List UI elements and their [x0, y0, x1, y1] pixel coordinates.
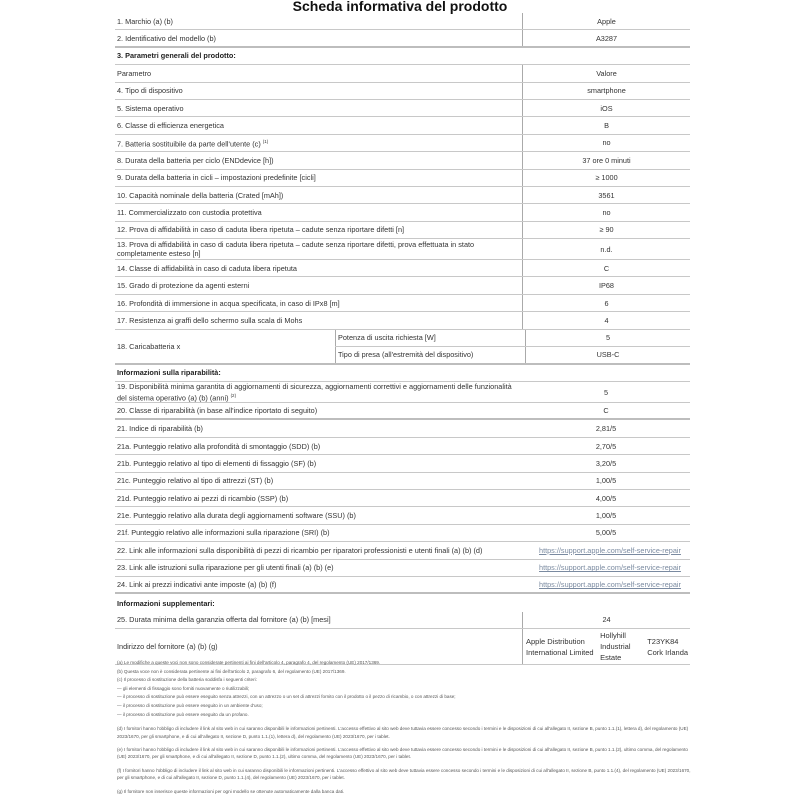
row-value: no: [522, 204, 690, 220]
table-row: [115, 13, 690, 30]
table-row: [115, 83, 690, 100]
table-row: [115, 170, 690, 187]
row-label-text: 14. Classe di affidabilità in caso di caduta libera ripetuta: [117, 263, 297, 273]
footnotes: [117, 659, 692, 795]
row-label-text: 24. Link ai prezzi indicativi ante imposte (a) (b) (f): [117, 580, 277, 590]
table-row: [115, 260, 690, 277]
row-label-text: 11. Commercializzato con custodia protettiva: [117, 207, 262, 217]
section-heading: Informazioni sulla riparabilità:: [115, 365, 690, 382]
row-label-text: 21d. Punteggio relativo ai pezzi di ricambio (SSP) (b): [117, 493, 289, 503]
row-label: Indirizzo del fornitore (a) (b) (g): [117, 642, 218, 652]
row-label-text: 12. Prova di affidabilità in caso di caduta libera ripetuta – cadute senza riportare difetti [n]: [117, 225, 405, 235]
product-info-table: [115, 13, 690, 665]
footnote: — il processo di sostituzione può essere eseguito da un profano.: [117, 711, 249, 717]
row-value: 6: [522, 295, 690, 311]
section-heading: Informazioni supplementari:: [117, 598, 215, 608]
charger-subtable: [335, 330, 690, 363]
row-label: [115, 459, 522, 468]
row-label-text: 21e. Punteggio relativo alla durata degli aggiornamenti software (SSU) (b): [117, 511, 356, 521]
row-value: Valore: [522, 65, 690, 81]
table-row: [115, 490, 690, 507]
row-label: [115, 104, 522, 113]
row-value: A3287: [522, 30, 690, 45]
table-row: [115, 507, 690, 524]
footnote: — il processo di sostituzione può essere eseguito in un ambiente d'uso;: [117, 702, 263, 708]
row-label: [115, 240, 522, 258]
table-row: [115, 135, 690, 152]
row-label: [115, 563, 530, 572]
row-label-text: Parametro: [117, 68, 152, 78]
row-value: 24: [522, 612, 690, 628]
table-row: [115, 30, 690, 47]
row-label-text: 21. Indice di riparabilità (b): [117, 424, 203, 434]
table-row: [115, 152, 690, 169]
row-label: [115, 494, 522, 503]
sub-label: Potenza di uscita richiesta [W]: [335, 330, 525, 346]
row-label-text: 17. Resistenza ai graffi dello schermo sulla scala di Mohs: [117, 315, 303, 325]
row-value: 3561: [522, 187, 690, 203]
address-line: Hollyhill Industrial Estate: [600, 631, 631, 663]
row-value: IP68: [522, 277, 690, 293]
row-label-text: 7. Batteria sostituibile da parte dell'utente (c): [117, 139, 261, 149]
row-label: [115, 225, 522, 234]
row-label: [115, 615, 522, 624]
row-label-text: 15. Grado di protezione da agenti esterni: [117, 281, 250, 291]
table-row: [115, 277, 690, 294]
table-row: [115, 65, 690, 82]
row-label-text: 19. Disponibilità minima garantita di aggiornamenti di sicurezza, aggiornamenti correttivi e aggiornamenti delle funzionalità del sistema operativo (a) (b) (anni): [117, 381, 512, 403]
row-label-text: 5. Sistema operativo: [117, 103, 184, 113]
footnote-ref: (1): [262, 139, 269, 145]
subtable-row: [335, 330, 690, 347]
row-label: [115, 34, 522, 43]
row-value: 2,81/5: [595, 424, 617, 434]
row-value: 1,00/5: [595, 476, 617, 486]
repair-link[interactable]: https://support.apple.com/self-service-repair: [539, 545, 681, 555]
row-value: 2,70/5: [595, 441, 617, 451]
row-label: [115, 281, 522, 290]
table-row: [115, 525, 690, 542]
row-value: C: [522, 260, 690, 276]
row-label: [115, 191, 522, 200]
footnote: (a) Le modifiche a queste voci non sono considerate pertinenti ai fini dell'articolo 4, paragrafo 4, del regolamento (UE) 2017/1369.: [117, 660, 381, 665]
table-row: [115, 438, 690, 455]
footnote: (c) Il processo di sostituzione della batteria soddisfa i seguenti criteri:: [117, 677, 257, 683]
footnote: (d) I fornitori hanno l'obbligo di includere il link al sito web in cui saranno disponibili le informazioni pertinenti. L'accesso effettivo al sito web deve tuttavia essere concesso secondo i termini e le disposizioni di cui all'allegato II, sezione B, punto 1.1.(1), lettera d), del regolamento (UE) 2023/1670, per gli smartphone, e di cui all'allegato II, sezione D, punto 1.1.(1), lettera d), del regolamento (UE) 2023/1670, per i tablet.: [117, 726, 689, 739]
row-value: 1,00/5: [595, 511, 617, 521]
row-label-text: 25. Durata minima della garanzia offerta dal fornitore (a) (b) [mesi]: [117, 615, 331, 625]
sub-value: USB-C: [525, 347, 690, 363]
table-row: [115, 542, 690, 559]
table-row: [115, 560, 690, 577]
row-label: [115, 316, 522, 325]
table-row: [115, 204, 690, 221]
row-label: [115, 264, 522, 273]
row-label-text: 2. Identificativo del modello (b): [117, 33, 216, 43]
row-label-text: 21a. Punteggio relativo alla profondità di smontaggio (SDD) (b): [117, 441, 321, 451]
row-label-text: 20. Classe di riparabilità (in base all'indice riportato di seguito): [117, 406, 318, 416]
row-label: [115, 137, 522, 148]
table-row: [115, 222, 690, 239]
row-label: [115, 528, 522, 537]
row-label-text: 4. Tipo di dispositivo: [117, 86, 183, 96]
table-row: [115, 577, 690, 594]
table-row: [115, 295, 690, 312]
row-value: no: [522, 135, 690, 151]
row-value: ≥ 90: [522, 222, 690, 238]
address-line: Apple Distribution International Limited: [526, 636, 594, 657]
row-label-text: 22. Link alle informazioni sulla disponibilità di pezzi di ricambio per riparatori professionisti e utenti finali (a) (b) (d): [117, 545, 483, 555]
footnote: (f) I fornitori hanno l'obbligo di includere il link al sito web in cui saranno disponibili le informazioni pertinenti. L'accesso effettivo al sito web deve tuttavia essere concesso secondo i termini e le disposizioni di cui all'allegato II, sezione B, punto 1.1.(4), del regolamento (UE) 2023/1670, per gli smartphone, e di cui all'allegato II, sezione D, punto 1.1.(4), del regolamento (UE) 2023/1670, per i tablet.: [117, 767, 691, 781]
table-row: [115, 612, 690, 629]
table-row: [115, 455, 690, 472]
row-label: 18. Caricabatteria x: [117, 341, 181, 351]
row-label: [115, 406, 522, 415]
footnote: (g) Il fornitore non inserisce queste informazioni per ogni modello se ottenute automaticamente dalla banca dati.: [117, 788, 345, 794]
section-heading: 3. Parametri generali del prodotto:: [115, 48, 690, 65]
row-value: B: [522, 117, 690, 133]
row-label-text: 8. Durata della batteria per ciclo (ENDdevice [h]): [117, 155, 274, 165]
row-value: 37 ore 0 minuti: [522, 152, 690, 168]
row-label: [115, 299, 522, 308]
row-label: [115, 208, 522, 217]
row-label: [115, 173, 522, 182]
sub-label: Tipo di presa (all'estremità del dispositivo): [335, 347, 525, 363]
table-row: [115, 187, 690, 204]
table-row: [115, 382, 690, 403]
row-label-text: 21b. Punteggio relativo al tipo di elementi di fissaggio (SF) (b): [117, 458, 317, 468]
row-label: [115, 69, 522, 78]
row-label: [115, 442, 522, 451]
row-value: 3,20/5: [595, 458, 617, 468]
row-label: [115, 424, 522, 433]
address-line: T23YK84 Cork Irlanda: [647, 636, 689, 657]
table-row: [115, 239, 690, 260]
sub-value: 5: [525, 330, 690, 346]
row-label-text: 6. Classe di efficienza energetica: [117, 121, 224, 131]
row-label: [115, 546, 530, 555]
row-label-text: 16. Profondità di immersione in acqua specificata, in caso di IPx8 [m]: [117, 298, 340, 308]
row-value: smartphone: [522, 83, 690, 99]
row-label-text: 23. Link alle istruzioni sulla riparazione per gli utenti finali (a) (b) (e): [117, 563, 334, 573]
row-value: iOS: [522, 100, 690, 116]
table-row: [115, 330, 690, 365]
row-value: 4,00/5: [595, 493, 617, 503]
row-value: 5,00/5: [595, 528, 617, 538]
row-value: n.d.: [522, 239, 690, 259]
table-row: [115, 473, 690, 490]
footnote: (b) Questa voce non è considerata pertinente ai fini dell'articolo 2, paragrafo 6, del regolamento (UE) 2017/1369.: [117, 668, 346, 674]
row-label-text: 10. Capacità nominale della batteria (Crated [mAh]): [117, 190, 284, 200]
row-label: [115, 511, 522, 520]
table-row: [115, 100, 690, 117]
table-row: [115, 117, 690, 134]
repair-link[interactable]: https://support.apple.com/self-service-repair: [539, 580, 681, 590]
repair-link[interactable]: https://support.apple.com/self-service-repair: [539, 563, 681, 573]
row-value: Apple: [522, 13, 690, 29]
row-label-text: 21c. Punteggio relativo al tipo di attrezzi (ST) (b): [117, 476, 274, 486]
row-label-text: 13. Prova di affidabilità in caso di caduta libera ripetuta – cadute senza riportare difetti, prova effettuata in stato completamente esteso [n]: [117, 240, 475, 259]
row-label: [115, 382, 522, 402]
row-label-text: 21f. Punteggio relativo alle informazioni sulla riparazione (SRI) (b): [117, 528, 330, 538]
row-label: [115, 476, 522, 485]
table-row: [115, 403, 690, 420]
row-label: [115, 156, 522, 165]
footnote-ref: (2): [230, 392, 237, 398]
row-label-text: 9. Durata della batteria in cicli – impostazioni predefinite [cicli]: [117, 173, 316, 183]
page-title: Scheda informativa del prodotto: [292, 0, 508, 14]
row-value: 5: [603, 387, 609, 397]
row-value: ≥ 1000: [522, 170, 690, 186]
footnote: (e) I fornitori hanno l'obbligo di includere il link al sito web in cui saranno disponibili le informazioni pertinenti. L'accesso effettivo al sito web deve tuttavia essere concesso secondo i termini e le disposizioni di cui all'allegato II, sezione B, punto 1.1.(2), ultimo comma, del regolamento (UE) 2023/1670, per gli smartphone, e di cui all'allegato II, sezione D, punto 1.1.(2), ultimo comma, del regolamento (UE) 2023/1670, per i tablet.: [117, 746, 688, 760]
table-row: [115, 312, 690, 329]
row-label: [115, 580, 530, 589]
row-label: [115, 17, 522, 26]
footnote: — il processo di sostituzione può essere eseguito senza attrezzi, con un attrezzo o un set di attrezzi fornito con il prodotto o il pezzo di ricambio, o con attrezzi di base;: [117, 694, 456, 700]
row-value: 4: [522, 312, 690, 328]
row-value: C: [603, 406, 609, 416]
row-label: [115, 121, 522, 130]
row-label: [115, 86, 522, 95]
table-row: [115, 420, 690, 437]
footnote: — gli elementi di fissaggio sono forniti nuovamente o riutilizzabili;: [117, 685, 250, 691]
subtable-row: [335, 347, 690, 363]
row-label-text: 1. Marchio (a) (b): [117, 16, 173, 26]
